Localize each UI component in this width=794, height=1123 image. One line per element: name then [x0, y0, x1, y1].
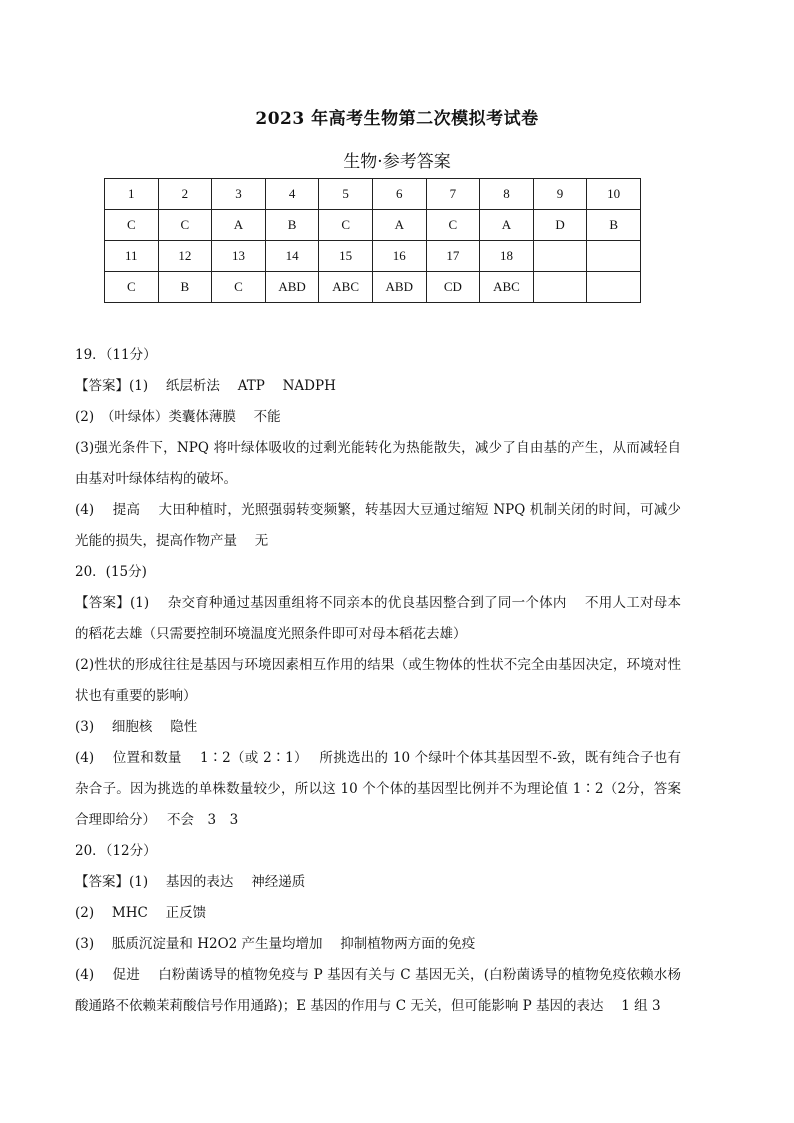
table-cell: 3: [212, 179, 266, 210]
table-cell: C: [158, 210, 212, 241]
table-cell: 4: [265, 179, 319, 210]
question-heading: 20．(15分): [75, 564, 147, 580]
question-heading: 20．（12分）: [75, 843, 157, 859]
table-cell: 13: [212, 241, 266, 272]
answer-line: (2) MHC 正反馈: [75, 905, 207, 921]
table-cell: A: [212, 210, 266, 241]
table-cell: B: [158, 272, 212, 303]
table-cell: 11: [105, 241, 159, 272]
question-section: [75, 340, 681, 557]
table-cell: 2: [158, 179, 212, 210]
table-cell: A: [372, 210, 426, 241]
table-cell: 18: [480, 241, 534, 272]
table-cell: 7: [426, 179, 480, 210]
table-cell: 6: [372, 179, 426, 210]
table-cell: ABC: [319, 272, 373, 303]
table-cell: C: [105, 210, 159, 241]
answer-line: (3) 细胞核 隐性: [75, 719, 198, 735]
page-title: 2023 年高考生物第二次模拟考试卷: [255, 109, 539, 129]
table-cell: C: [319, 210, 373, 241]
table-cell: 1: [105, 179, 159, 210]
answer-line: (4) 位置和数量 1∶2（或 2∶1） 所挑选出的 10 个绿叶个体其基因型不-致，既有纯合子也有杂合子。因为挑选的单株数量较少，所以这 10 个个体的基因型比例并不为理论值 1∶2（2分，答案合理即给分） 不会 3 3: [75, 750, 681, 828]
answer-line: (4) 促进 白粉菌诱导的植物免疫与 P 基因有关与 C 基因无关，(白粉菌诱导的植物免疫依赖水杨酸通路不依赖茉莉酸信号作用通路)；E 基因的作用与 C 无关，但可能影响 P 基因的表达 1 组 3: [75, 967, 681, 1014]
table-cell: D: [533, 210, 587, 241]
table-cell: 5: [319, 179, 373, 210]
answer-table: [104, 178, 641, 303]
table-cell: [533, 241, 587, 272]
table-cell: 10: [587, 179, 641, 210]
table-cell: 8: [480, 179, 534, 210]
table-cell: C: [426, 210, 480, 241]
table-cell: [587, 272, 641, 303]
table-cell: [533, 272, 587, 303]
table-cell: 14: [265, 241, 319, 272]
answer-line: (2) （叶绿体）类囊体薄膜 不能: [75, 409, 281, 425]
table-row: [105, 179, 641, 210]
table-row: [105, 210, 641, 241]
answer-line: 【答案】(1) 杂交育种通过基因重组将不同亲本的优良基因整合到了同一个体内 不用人工对母本的稻花去雄（只需要控制环境温度光照条件即可对母本稻花去雄）: [75, 595, 681, 642]
table-row: [105, 272, 641, 303]
answer-explanations: [75, 340, 681, 1022]
question-section: [75, 836, 681, 1022]
answer-line: (3)强光条件下，NPQ 将叶绿体吸收的过剩光能转化为热能散失，减少了自由基的产生，从而减轻自由基对叶绿体结构的破坏。: [75, 440, 681, 487]
table-cell: C: [212, 272, 266, 303]
table-cell: CD: [426, 272, 480, 303]
table-cell: ABD: [372, 272, 426, 303]
table-cell: ABC: [480, 272, 534, 303]
table-row: [105, 241, 641, 272]
table-cell: 16: [372, 241, 426, 272]
table-cell: 15: [319, 241, 373, 272]
table-cell: 17: [426, 241, 480, 272]
answer-line: (3) 胝质沉淀量和 H2O2 产生量均增加 抑制植物两方面的免疫: [75, 936, 476, 952]
answer-line: 【答案】(1) 纸层析法 ATP NADPH: [75, 378, 336, 394]
answer-line: (4) 提高 大田种植时，光照强弱转变频繁，转基因大豆通过缩短 NPQ 机制关闭的时间，可减少光能的损失，提高作物产量 无: [75, 502, 681, 549]
answer-line: (2)性状的形成往往是基因与环境因素相互作用的结果（或生物体的性状不完全由基因决定，环境对性状也有重要的影响）: [75, 657, 681, 704]
answer-line: 【答案】(1) 基因的表达 神经递质: [75, 874, 306, 890]
page-subtitle: 生物·参考答案: [343, 152, 451, 172]
table-cell: A: [480, 210, 534, 241]
table-cell: 12: [158, 241, 212, 272]
table-cell: 9: [533, 179, 587, 210]
table-cell: B: [587, 210, 641, 241]
table-cell: [587, 241, 641, 272]
table-cell: C: [105, 272, 159, 303]
table-cell: B: [265, 210, 319, 241]
question-heading: 19．（11分）: [75, 347, 157, 363]
question-section: [75, 557, 681, 836]
table-cell: ABD: [265, 272, 319, 303]
